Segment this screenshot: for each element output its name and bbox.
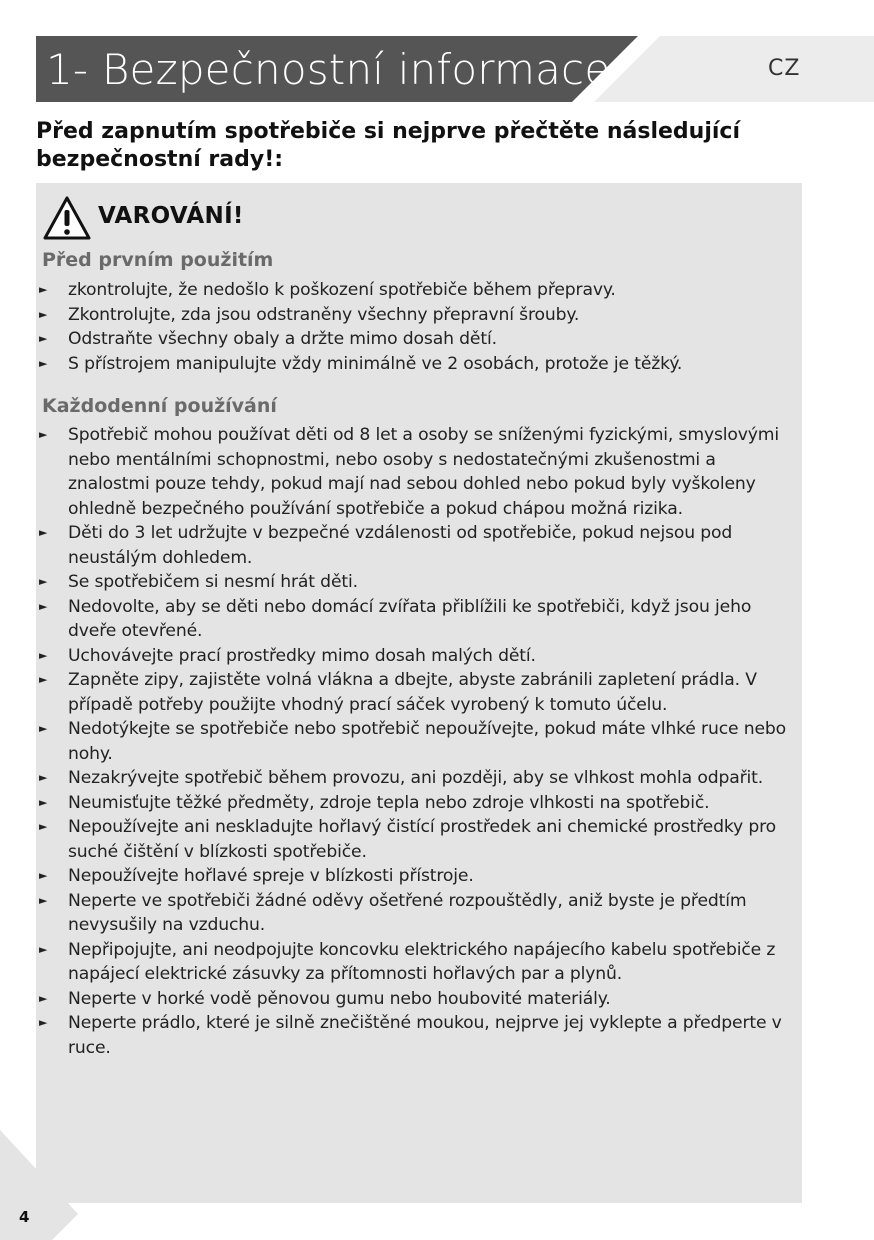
list-item-text: Zapněte zipy, zajistěte volná vlákna a dbejte, abyste zabránili zapletení prádla. V případě potřeby použijte vhodný prací sáček vyrobený k tomuto účelu. — [68, 670, 757, 715]
list-item — [36, 717, 798, 766]
list-item-text: Neperte v horké vodě pěnovou gumu nebo houbovité materiály. — [68, 988, 611, 1009]
list-item — [36, 521, 798, 570]
list-item — [36, 352, 798, 377]
list-item-text: Spotřebič mohou používat děti od 8 let a osoby se sníženými fyzickými, smyslovými nebo mentálními schopnostmi, nebo osoby s nedostatečnými zkušenostmi a znalostmi pouze tehdy, pokud mají nad sebou dohled nebo pokud byly vyškoleny ohledně bezpečného používání spotřebiče a pokud chápou možná rizika. — [68, 425, 780, 519]
bullet-icon: ► — [39, 795, 48, 809]
warning-triangle-icon — [42, 195, 92, 241]
bullet-icon: ► — [39, 428, 48, 441]
list-item — [36, 1011, 798, 1060]
list-item — [36, 864, 798, 889]
bullet-icon: ► — [39, 356, 48, 370]
list-item — [36, 889, 798, 938]
bullet-icon: ► — [39, 942, 48, 956]
list-item-text: Nezakrývejte spotřebič během provozu, ani později, aby se vlhkost mohla odpařit. — [68, 768, 764, 788]
list-item-text: Nepoužívejte hořlavé spreje v blízkosti přístroje. — [68, 866, 474, 886]
list-item-text: Neumisťujte těžké předměty, zdroje tepla nebo zdroje vlhkosti na spotřebič. — [68, 792, 710, 813]
list-item-text: Nepřipojujte, ani neodpojujte koncovku elektrického napájecího kabelu spotřebiče z napájecí elektrické zásuvky za přítomnosti hořlavých par a plynů. — [68, 939, 776, 984]
list-item — [36, 938, 798, 987]
page-title: 1- Bezpečnostní informace — [46, 45, 611, 94]
list-item — [36, 644, 798, 669]
list-item — [36, 791, 798, 816]
bullet-icon: ► — [39, 648, 48, 662]
bullet-icon: ► — [39, 307, 48, 321]
bullet-icon: ► — [39, 820, 48, 833]
list-item-text: Neperte ve spotřebiči žádné oděvy ošetřené rozpouštědly, aniž byste je předtím nevysušily na vzduchu. — [68, 890, 747, 935]
list-item — [36, 327, 798, 352]
bullet-icon: ► — [39, 332, 48, 345]
list-item-text: Nepoužívejte ani neskladujte hořlavý čistící prostředek ani chemické prostředky pro suché čištění v blízkosti spotřebiče. — [68, 817, 777, 862]
bullet-icon: ► — [39, 283, 48, 296]
list-item-text: Nedotýkejte se spotřebiče nebo spotřebič nepoužívejte, pokud máte vlhké ruce nebo nohy. — [68, 719, 787, 764]
list-item — [36, 423, 798, 521]
list-item — [36, 987, 798, 1012]
list-item — [36, 303, 798, 328]
list-item — [36, 668, 798, 717]
list-item — [36, 766, 798, 791]
list-item — [36, 595, 798, 644]
list-item-text: Uchovávejte prací prostředky mimo dosah malých dětí. — [68, 645, 536, 666]
list-item-text: zkontrolujte, že nedošlo k poškození spotřebiče během přepravy. — [68, 280, 616, 300]
warning-panel — [36, 183, 802, 1203]
bullet-icon: ► — [39, 893, 48, 907]
page-corner-shape — [0, 1130, 80, 1240]
first-use-list — [36, 278, 798, 376]
list-item-text: Děti do 3 let udržujte v bezpečné vzdálenosti od spotřebiče, pokud nejsou pod neustálým dohledem. — [68, 523, 733, 568]
bullet-icon: ► — [39, 722, 48, 735]
list-item — [36, 278, 798, 303]
list-item — [36, 815, 798, 864]
list-item-text: Zkontrolujte, zda jsou odstraněny všechny přepravní šrouby. — [68, 304, 580, 325]
list-item — [36, 570, 798, 595]
bullet-icon: ► — [39, 869, 48, 882]
list-item-text: Nedovolte, aby se děti nebo domácí zvířata přiblížili ke spotřebiči, když jsou jeho dveře otevřené. — [68, 596, 752, 641]
bullet-icon: ► — [39, 991, 48, 1005]
bullet-icon: ► — [39, 673, 48, 686]
warning-title: VAROVÁNÍ! — [98, 203, 244, 229]
list-item-text: S přístrojem manipulujte vždy minimálně ve 2 osobách, protože je těžký. — [68, 353, 683, 374]
daily-use-list — [36, 423, 798, 1060]
bullet-icon: ► — [39, 526, 48, 539]
bullet-icon: ► — [39, 1016, 48, 1029]
list-item-text: Neperte prádlo, které je silně znečištěné moukou, nejprve jej vyklepte a předperte v ruce. — [68, 1013, 782, 1058]
language-code: CZ — [768, 56, 801, 81]
section-title-first-use: Před prvním použitím — [42, 249, 274, 271]
bullet-icon: ► — [39, 599, 48, 613]
list-item-text: Odstraňte všechny obaly a držte mimo dosah dětí. — [68, 329, 497, 349]
intro-heading: Před zapnutím spotřebiče si nejprve přečtěte následující bezpečnostní rady!: — [36, 119, 740, 172]
list-item-text: Se spotřebičem si nesmí hrát děti. — [68, 572, 358, 592]
section-title-daily-use: Každodenní používání — [42, 395, 277, 417]
bullet-icon: ► — [39, 575, 48, 588]
bullet-icon: ► — [39, 771, 48, 784]
page-number: 4 — [19, 1208, 30, 1226]
